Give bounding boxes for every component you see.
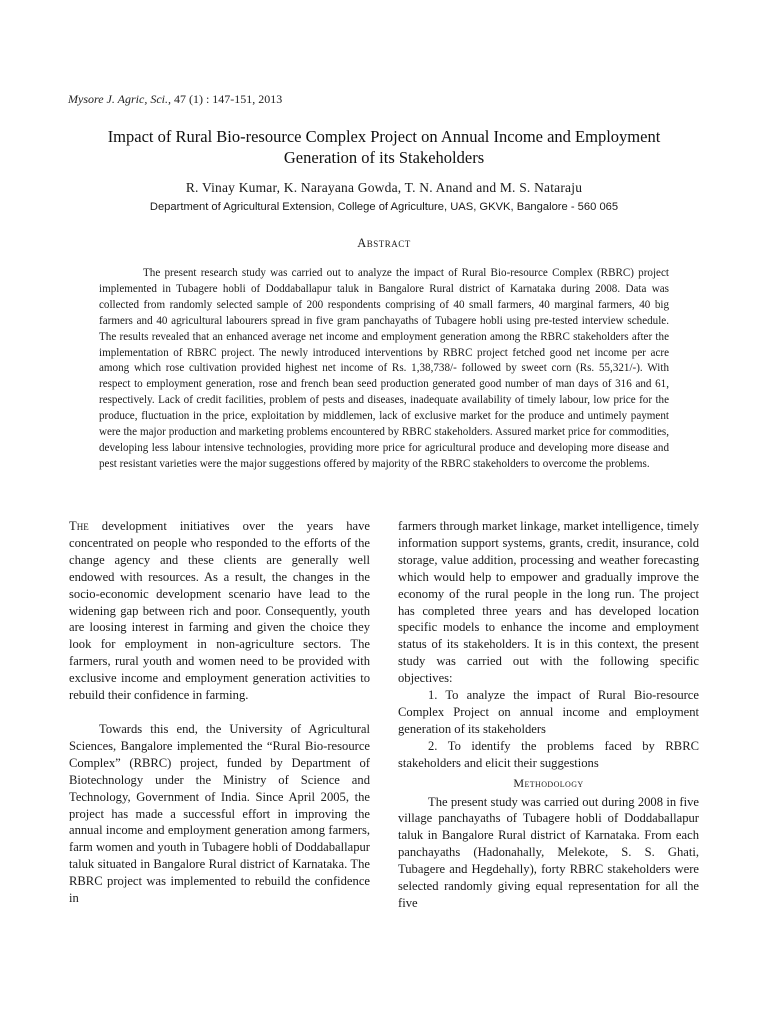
abstract-heading: Abstract	[357, 236, 411, 250]
journal-name: Mysore J. Agric, Sci.,	[68, 92, 171, 106]
continuation-paragraph: farmers through market linkage, market intelligence, timely information support systems, grants, credit, insurance, cold storage, value addition, processing and weather forecasting which would help to empower and gradually improve the economy of the rural people in the long run. The project has completed three years and has developed location specific models to enhance the income and employment status of its stakeholders. It is in this context, the present study was carried out with the following specific objectives:	[398, 519, 699, 686]
title-line-2: Generation of its Stakeholders	[283, 148, 485, 167]
journal-volume: 47 (1) : 147-151, 2013	[173, 92, 283, 106]
intro-paragraph	[69, 518, 370, 704]
author-list: R. Vinay Kumar, K. Narayana Gowda, T. N. Anand and M. S. Nataraju	[185, 180, 583, 195]
project-paragraph: Towards this end, the University of Agricultural Sciences, Bangalore implemented the “Rural Bio-resource Complex” (RBRC) project, funded by Department of Biotechnology under the Ministry of Science and Technology, Government of India. Since April 2005, the project has made a successful effort in improving the annual income and employment generation among farmers, farm women and youth in Tubagere hobli of Doddaballapur taluk situated in Bangalore Rural district of Karnataka. The RBRC project was implemented to rebuild the confidence in	[69, 721, 370, 906]
intro-dropcap: The	[69, 519, 89, 533]
body-column-left	[69, 518, 370, 907]
affiliation: Department of Agricultural Extension, College of Agriculture, UAS, GKVK, Bangalore - 560 065	[149, 201, 619, 213]
intro-text: development initiatives over the years have concentrated on people who responded to the efforts of the change agency and these clients are generally well endowed with resources. As a result, the changes in the socio-economic development scenario have lead to the widening gap between rich and poor. Consequently, youth are loosing interest in farming and given the choice they look for employment in non-agriculture sectors. The farmers, rural youth and women need to be provided with exclusive income and employment generation activities to rebuild their confidence in farming.	[69, 519, 370, 703]
methodology-heading: Methodology	[513, 775, 584, 790]
objective-2: 2. To identify the problems faced by RBRC stakeholders and elicit their suggestions	[398, 738, 699, 770]
abstract-block	[99, 266, 669, 473]
objective-1: 1. To analyze the impact of Rural Bio-resource Complex Project on annual income and employment generation of its stakeholders	[398, 688, 699, 736]
journal-citation	[68, 92, 282, 107]
abstract-text: The present research study was carried out to analyze the impact of Rural Bio-resource Complex (RBRC) project implemented in Tubagere hobli of Doddaballapur taluk in Bangalore Rural district of Karnataka during 2008. Data was collected from randomly selected sample of 200 respondents comprising of 40 small farmers, 40 marginal farmers, 40 big farmers and 40 agricultural labourers spread in five gram panchayaths of Tubagere hobli using pre-tested interview schedule. The results revealed that an enhanced average net income and employment generation among the RBRC stakeholders after the implementation of RBRC project. The newly introduced interventions by RBRC project fetched good net income per acre among which rose cultivation provided highest net income of Rs. 1,38,738/- followed by sweet corn (Rs. 55,321/-). With respect to employment generation, rose and french bean seed production generated good number of man days of 316 and 61, respectively. Lack of credit facilities, problem of pests and diseases, inadequate availability of timely labour, low price for the produce, fluctuation in the price, exploitation by middlemen, lack of exclusive market for the produce and untimely payment were the major production and marketing problems encountered by RBRC stakeholders. Assured market price for commodities, developing less labour intensive technologies, providing more price for agricultural produce and developing more disease and pest resistant varieties were the major suggestions offered by majority of the RBRC stakeholders to overcome the problems.	[99, 267, 669, 470]
title-line-1: Impact of Rural Bio-resource Complex Project on Annual Income and Employment	[107, 127, 661, 146]
body-column-right	[398, 518, 699, 912]
paper-title	[40, 126, 728, 168]
methodology-paragraph: The present study was carried out during 2008 in five village panchayaths of Tubagere hobli of Doddaballapur taluk in Bangalore Rural district of Karnataka. From each panchayaths (Hadonahally, Melekote, S. S. Ghati, Tubagere and Hegdehally), forty RBRC stakeholders were selected randomly giving equal representation for all the five	[398, 794, 699, 910]
